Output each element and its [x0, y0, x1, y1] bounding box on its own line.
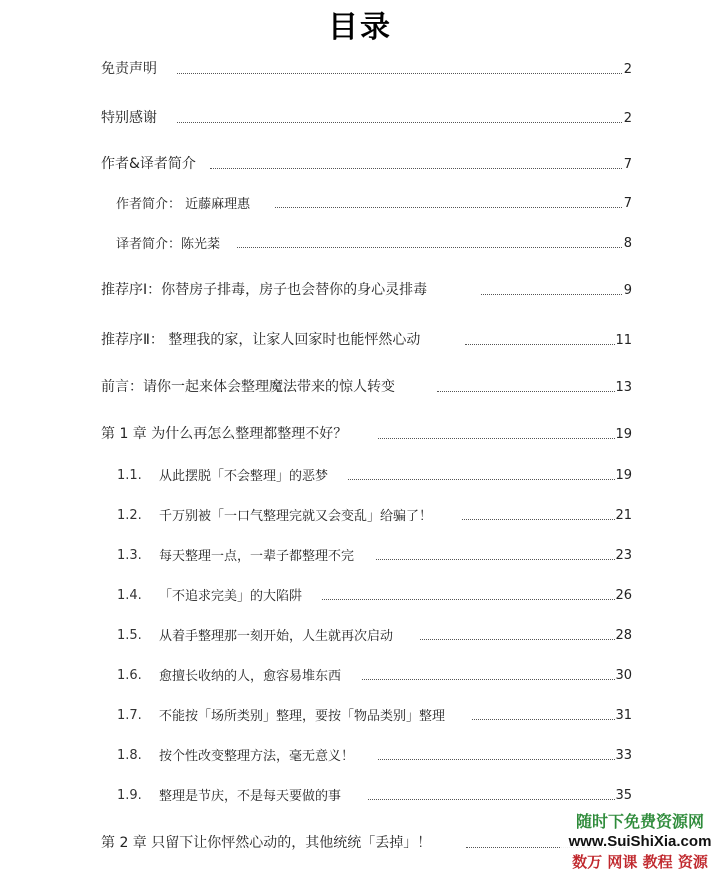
toc-entry[interactable] [0, 58, 720, 80]
toc-entry-number: 1.2. [117, 508, 142, 523]
toc-entry-number: 1.6. [117, 668, 142, 683]
toc-entry-page-number: 11 [615, 333, 632, 348]
toc-entry-label: 不能按「场所类别」整理，要按「物品类别」整理 [159, 709, 446, 724]
toc-leader-dots [378, 438, 615, 439]
site-watermark [560, 812, 720, 875]
toc-entry-label: 特别感谢 [101, 110, 157, 126]
toc-entry-label: 「不追求完美」的大陷阱 [159, 589, 303, 604]
toc-entry[interactable] [0, 784, 720, 806]
toc-entry[interactable] [0, 376, 720, 398]
toc-entry-page-number: 33 [615, 748, 632, 763]
toc-leader-dots [462, 519, 615, 520]
toc-entry-page-number: 9 [623, 283, 632, 298]
toc-entry-number: 1.3. [117, 548, 142, 563]
toc-entry-label: 从此摆脱「不会整理」的恶梦 [159, 469, 329, 484]
toc-entry-label: 整理是节庆，不是每天要做的事 [159, 789, 342, 804]
toc-leader-dots [368, 799, 615, 800]
toc-entry-label: 按个性改变整理方法，毫无意义！ [159, 749, 355, 764]
toc-entry-label: 第 1 章 为什么再怎么整理都整理不好？ [101, 426, 348, 442]
toc-entry[interactable] [0, 504, 720, 526]
toc-leader-dots [177, 122, 622, 123]
toc-entry-page-number: 7 [623, 157, 632, 172]
toc-entry-label: 愈擅长收纳的人，愈容易堆东西 [159, 669, 342, 684]
toc-entry[interactable] [0, 624, 720, 646]
toc-entry-number: 1.8. [117, 748, 142, 763]
toc-entry[interactable] [0, 153, 720, 175]
toc-entry[interactable] [0, 107, 720, 129]
toc-entry-label: 译者简介：陈光棻 [116, 237, 221, 252]
watermark-tagline: 数万 网课 教程 资源 [572, 853, 708, 871]
toc-entry[interactable] [0, 232, 720, 254]
toc-entry-number: 1.9. [117, 788, 142, 803]
toc-entry-page-number: 13 [615, 380, 632, 395]
toc-leader-dots [437, 391, 615, 392]
toc-entry-page-number: 28 [615, 628, 632, 643]
toc-entry-label: 免责声明 [101, 61, 157, 77]
toc-leader-dots [472, 719, 615, 720]
toc-title: 目录 [328, 10, 392, 45]
toc-entry[interactable] [0, 423, 720, 445]
toc-entry[interactable] [0, 704, 720, 726]
toc-entry-label: 千万别被「一口气整理完就又会变乱」给骗了！ [159, 509, 433, 524]
toc-entry[interactable] [0, 544, 720, 566]
toc-entry[interactable] [0, 584, 720, 606]
toc-entry-page-number: 35 [615, 788, 632, 803]
toc-entry[interactable] [0, 279, 720, 301]
toc-entry-page-number: 19 [615, 427, 632, 442]
toc-leader-dots [177, 73, 622, 74]
toc-leader-dots [420, 639, 615, 640]
toc-entry-label: 第 2 章 只留下让你怦然心动的，其他统统「丢掉」！ [101, 835, 432, 851]
toc-entry-label: 前言：请你一起来体会整理魔法带来的惊人转变 [101, 379, 395, 395]
toc-entry-label: 作者&译者简介 [101, 156, 196, 172]
toc-leader-dots [362, 679, 615, 680]
toc-entry-page-number: 2 [623, 111, 632, 126]
toc-entry-number: 1.5. [117, 628, 142, 643]
toc-entry-label: 作者简介： 近藤麻理惠 [116, 197, 251, 212]
toc-leader-dots [378, 759, 615, 760]
toc-entry[interactable] [0, 744, 720, 766]
toc-entry-page-number: 21 [615, 508, 632, 523]
toc-entry-page-number: 8 [623, 236, 632, 251]
watermark-site-name: 随时下免费资源网 [575, 812, 704, 831]
toc-entry-number: 1.1. [117, 468, 142, 483]
watermark-url: www.SuiShiXia.com [568, 833, 712, 850]
toc-entry-page-number: 7 [623, 196, 632, 211]
toc-entry[interactable] [0, 192, 720, 214]
toc-leader-dots [237, 247, 622, 248]
toc-entry-page-number: 23 [615, 548, 632, 563]
toc-entry-number: 1.7. [117, 708, 142, 723]
toc-entry[interactable] [0, 329, 720, 351]
toc-entry-label: 从着手整理那一刻开始，人生就再次启动 [159, 629, 394, 644]
toc-entry-label: 推荐序Ⅱ： 整理我的家，让家人回家时也能怦然心动 [101, 332, 421, 348]
toc-entry-page-number: 26 [615, 588, 632, 603]
toc-entry-label: 推荐序Ⅰ：你替房子排毒，房子也会替你的身心灵排毒 [101, 282, 428, 298]
toc-entry[interactable] [0, 664, 720, 686]
toc-entry-page-number: 19 [615, 468, 632, 483]
toc-leader-dots [275, 207, 622, 208]
toc-leader-dots [322, 599, 615, 600]
toc-entry-label: 每天整理一点，一辈子都整理不完 [159, 549, 355, 564]
toc-leader-dots [376, 559, 615, 560]
toc-entry-page-number: 2 [623, 62, 632, 77]
toc-leader-dots [465, 344, 615, 345]
toc-entry-page-number: 31 [615, 708, 632, 723]
toc-leader-dots [348, 479, 615, 480]
toc-leader-dots [481, 294, 622, 295]
toc-entry[interactable] [0, 464, 720, 486]
toc-leader-dots [210, 168, 622, 169]
toc-entry-number: 1.4. [117, 588, 142, 603]
toc-entry-page-number: 30 [615, 668, 632, 683]
